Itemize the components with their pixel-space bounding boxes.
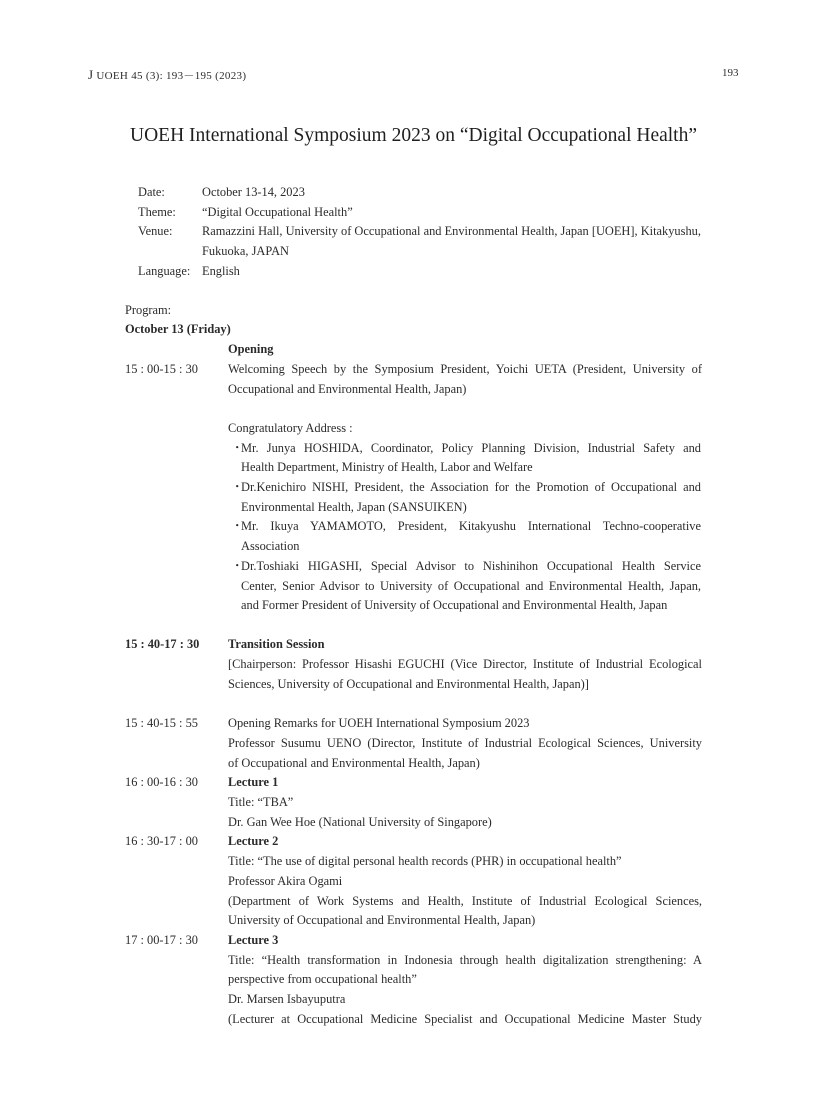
venue-label: Venue: xyxy=(138,224,173,238)
theme-label: Theme: xyxy=(138,205,176,219)
lecture3-title-line2: perspective from occupational health” xyxy=(228,972,417,986)
address-1-line2: Health Department, Ministry of Health, Labor and Welfare xyxy=(241,460,533,474)
date-value: October 13-14, 2023 xyxy=(202,185,305,199)
program-day: October 13 (Friday) xyxy=(125,322,231,336)
address-2-line2: Environmental Health, Japan (SANSUIKEN) xyxy=(241,500,467,514)
lecture1-title: Title: “TBA” xyxy=(228,795,294,809)
welcoming-speech-line2: Occupational and Environmental Health, Japan) xyxy=(228,382,467,396)
address-4-line2: Center, Senior Advisor to University of Occupational and Environmental Health, Japan, xyxy=(241,579,701,593)
lecture3-time: 17 : 00-17 : 30 xyxy=(125,933,198,947)
chairperson-line2: Sciences, University of Occupational and Environmental Health, Japan)] xyxy=(228,677,589,691)
transition-time: 15 : 40-17 : 30 xyxy=(125,637,200,651)
language-value: English xyxy=(202,264,240,278)
journal-citation xyxy=(88,67,246,83)
welcoming-speech-line1: Welcoming Speech by the Symposium President, Yoichi UETA (President, University of xyxy=(228,362,702,376)
lecture3-title-line1: Title: “Health transformation in Indonesia through health digitalization strengthening: A xyxy=(228,953,702,967)
remarks-speaker-line2: of Occupational and Environmental Health, Japan) xyxy=(228,756,480,770)
venue-value-line1: Ramazzini Hall, University of Occupational and Environmental Health, Japan [UOEH], Kitakyushu, xyxy=(202,224,701,238)
lecture2-affiliation-line2: University of Occupational and Environmental Health, Japan) xyxy=(228,913,536,927)
date-label: Date: xyxy=(138,185,165,199)
journal-letter: J xyxy=(88,67,94,82)
address-2-line1: Dr.Kenichiro NISHI, President, the Association for the Promotion of Occupational and xyxy=(241,480,701,494)
language-label: Language: xyxy=(138,264,191,278)
chairperson-line1: [Chairperson: Professor Hisashi EGUCHI (Vice Director, Institute of Industrial Ecological xyxy=(228,657,702,671)
congratulatory-label: Congratulatory Address : xyxy=(228,421,353,435)
address-4-line1: Dr.Toshiaki HIGASHI, Special Advisor to Nishinihon Occupational Health Service xyxy=(241,559,701,573)
lecture2-title: Title: “The use of digital personal health records (PHR) in occupational health” xyxy=(228,854,622,868)
journal-reference: UOEH 45 (3): 193－195 (2023) xyxy=(96,70,247,82)
opening-time: 15 : 00-15 : 30 xyxy=(125,362,198,376)
lecture2-affiliation-line1: (Department of Work Systems and Health, Institute of Industrial Ecological Sciences, xyxy=(228,894,702,908)
address-1-line1: Mr. Junya HOSHIDA, Coordinator, Policy Planning Division, Industrial Safety and xyxy=(241,441,701,455)
address-3-line2: Association xyxy=(241,539,300,553)
remarks-title: Opening Remarks for UOEH International Symposium 2023 xyxy=(228,716,530,730)
address-4-line3: and Former President of University of Occupational and Environmental Health, Japan xyxy=(241,598,668,612)
lecture1-time: 16 : 00-16 : 30 xyxy=(125,775,198,789)
lecture2-time: 16 : 30-17 : 00 xyxy=(125,834,198,848)
bullet-icon: ・ xyxy=(231,559,244,573)
address-3-line1: Mr. Ikuya YAMAMOTO, President, Kitakyushu International Techno-cooperative xyxy=(241,519,701,533)
lecture2-heading: Lecture 2 xyxy=(228,834,279,848)
remarks-time: 15 : 40-15 : 55 xyxy=(125,716,198,730)
bullet-icon: ・ xyxy=(231,519,244,533)
bullet-icon: ・ xyxy=(231,480,244,494)
lecture3-heading: Lecture 3 xyxy=(228,933,279,947)
opening-heading: Opening xyxy=(228,342,274,356)
theme-value: “Digital Occupational Health” xyxy=(202,205,353,219)
bullet-icon: ・ xyxy=(231,441,244,455)
lecture2-speaker: Professor Akira Ogami xyxy=(228,874,343,888)
remarks-speaker-line1: Professor Susumu UENO (Director, Institute of Industrial Ecological Sciences, University xyxy=(228,736,702,750)
page-title: UOEH International Symposium 2023 on “Digital Occupational Health” xyxy=(130,125,697,146)
transition-heading: Transition Session xyxy=(228,637,325,651)
venue-value-line2: Fukuoka, JAPAN xyxy=(202,244,289,258)
lecture3-affiliation-line1: (Lecturer at Occupational Medicine Specialist and Occupational Medicine Master Study xyxy=(228,1012,702,1026)
lecture1-speaker: Dr. Gan Wee Hoe (National University of Singapore) xyxy=(228,815,492,829)
lecture1-heading: Lecture 1 xyxy=(228,775,279,789)
program-label: Program: xyxy=(125,303,172,317)
lecture3-speaker: Dr. Marsen Isbayuputra xyxy=(228,992,346,1006)
page-number: 193 xyxy=(722,67,739,79)
